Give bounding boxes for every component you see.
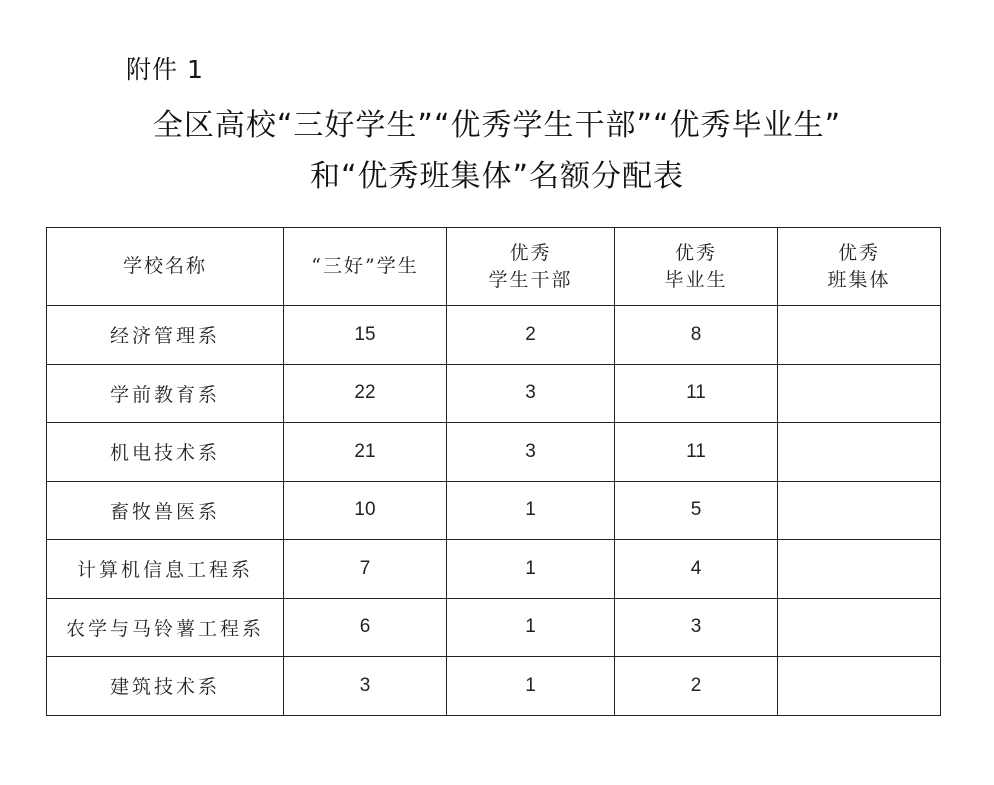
cell-graduate-count: 11	[615, 423, 778, 482]
table-row	[47, 481, 941, 540]
header-excellent-graduate-line1: 优秀	[674, 241, 717, 264]
header-school-name	[47, 228, 284, 306]
document-title-line-1: 全区高校“三好学生”“优秀学生干部”“优秀毕业生”	[152, 108, 842, 143]
cell-graduate-count: 4	[615, 540, 778, 599]
cell-class-count	[778, 364, 941, 423]
header-excellent-cadre	[447, 228, 615, 306]
cell-class-count	[778, 423, 941, 482]
document-title-line-2: 和“优秀班集体”名额分配表	[309, 159, 685, 194]
table-row	[47, 657, 941, 716]
header-excellent-class-line2: 班集体	[827, 268, 891, 291]
cell-school-name: 学前教育系	[47, 364, 284, 423]
cell-graduate-count: 5	[615, 481, 778, 540]
table-row	[47, 423, 941, 482]
table-header-row	[47, 228, 941, 306]
cell-cadre-count: 1	[447, 598, 615, 657]
cell-class-count	[778, 306, 941, 365]
cell-school-name: 经济管理系	[47, 306, 284, 365]
header-excellent-graduate	[615, 228, 778, 306]
cell-cadre-count: 2	[447, 306, 615, 365]
cell-graduate-count: 11	[615, 364, 778, 423]
cell-sanhao-count: 6	[284, 598, 447, 657]
cell-cadre-count: 1	[447, 481, 615, 540]
cell-sanhao-count: 7	[284, 540, 447, 599]
header-excellent-cadre-line2: 学生干部	[488, 268, 573, 291]
cell-sanhao-count: 10	[284, 481, 447, 540]
header-excellent-graduate-line2: 毕业生	[664, 268, 728, 291]
cell-school-name: 畜牧兽医系	[47, 481, 284, 540]
header-sanhao-student	[284, 228, 447, 306]
header-sanhao-student-text: “三好”学生	[311, 255, 419, 277]
cell-sanhao-count: 15	[284, 306, 447, 365]
header-excellent-cadre-line1: 优秀	[509, 241, 552, 264]
cell-graduate-count: 2	[615, 657, 778, 716]
header-excellent-class	[778, 228, 941, 306]
cell-class-count	[778, 540, 941, 599]
cell-sanhao-count: 3	[284, 657, 447, 716]
table-row	[47, 540, 941, 599]
cell-sanhao-count: 22	[284, 364, 447, 423]
header-excellent-class-line1: 优秀	[837, 241, 880, 264]
cell-cadre-count: 3	[447, 423, 615, 482]
quota-table	[46, 227, 941, 716]
cell-school-name: 农学与马铃薯工程系	[47, 598, 284, 657]
cell-cadre-count: 1	[447, 540, 615, 599]
header-school-name-text: 学校名称	[122, 255, 207, 277]
table-row	[47, 598, 941, 657]
table-row	[47, 306, 941, 365]
table-row	[47, 364, 941, 423]
attachment-label: 附件 1	[126, 55, 204, 84]
cell-school-name: 建筑技术系	[47, 657, 284, 716]
cell-school-name: 机电技术系	[47, 423, 284, 482]
cell-school-name: 计算机信息工程系	[47, 540, 284, 599]
cell-class-count	[778, 598, 941, 657]
cell-cadre-count: 1	[447, 657, 615, 716]
cell-graduate-count: 3	[615, 598, 778, 657]
cell-cadre-count: 3	[447, 364, 615, 423]
cell-class-count	[778, 657, 941, 716]
cell-sanhao-count: 21	[284, 423, 447, 482]
cell-class-count	[778, 481, 941, 540]
cell-graduate-count: 8	[615, 306, 778, 365]
